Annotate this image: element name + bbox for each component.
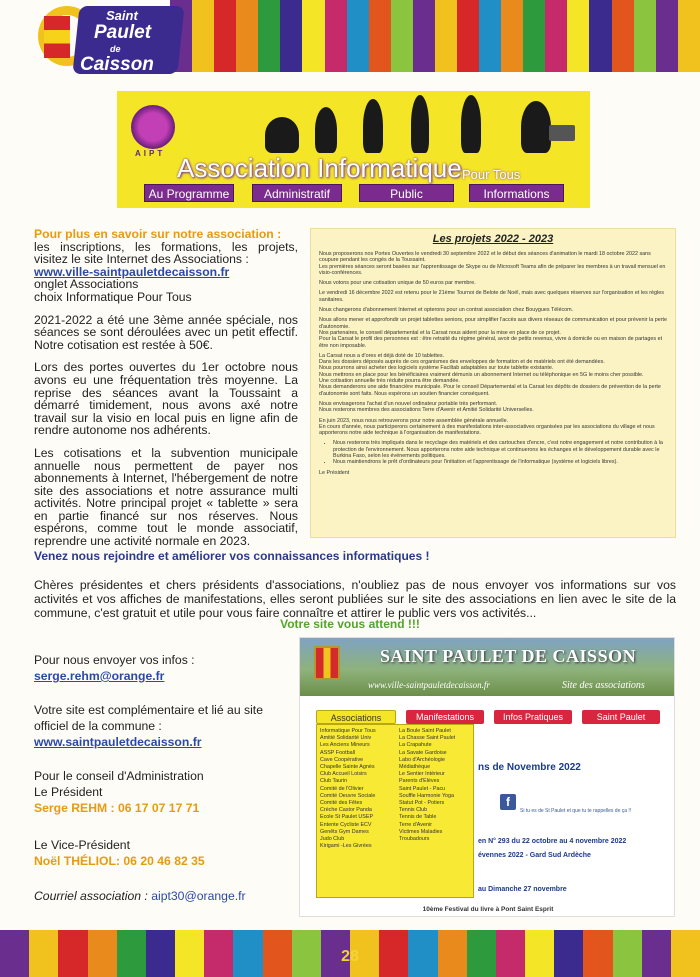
laptop-icon bbox=[549, 125, 575, 141]
projects-box bbox=[310, 228, 676, 538]
commune-url-link[interactable]: www.saintpauletdecaisson.fr bbox=[34, 735, 202, 749]
dropdown-item[interactable]: Entente Cycliste ECV bbox=[320, 821, 372, 828]
dropdown-item[interactable]: Saint Paulet - Pacu bbox=[399, 785, 446, 792]
contact-board-block bbox=[34, 768, 294, 816]
site-subtitle: Site des associations bbox=[562, 680, 645, 691]
color-stripe bbox=[204, 930, 233, 977]
dropdown-item[interactable]: Crèche Castor Panda bbox=[320, 807, 372, 814]
contact-send-block bbox=[34, 652, 294, 684]
contact-complement-block bbox=[34, 702, 294, 750]
courriel-label: Courriel association : bbox=[34, 889, 148, 903]
paragraph-cotisations: Les cotisations et la subvention municipale annuelle nous permettent de payer nos abonnements à Internet, l'hébergement de notre site des associations et notre assurance multi activités. Notre principal projet « tablette » sera en partie financé sur nos réserves. Nous espérons, comme tout le monde associatif, reprendre une activité normale en 2023. bbox=[34, 445, 298, 549]
color-stripe bbox=[634, 0, 656, 72]
vp-label: Le Vice-Président bbox=[34, 838, 130, 852]
site-news-3: évennes 2022 - Gard Sud Ardèche bbox=[478, 852, 591, 859]
proj-p6c: Nous pourrons ainsi acheter des logiciels système Faciltab adaptables sur toute tablette existante. bbox=[319, 365, 554, 372]
complement-text: Votre site est complémentaire et lié au site officiel de la commune : bbox=[34, 703, 263, 733]
color-stripe bbox=[292, 930, 321, 977]
evolution-figure-6-icon bbox=[521, 101, 551, 153]
color-stripe bbox=[479, 0, 501, 72]
color-stripe bbox=[117, 930, 146, 977]
logo-line-1: Saint bbox=[106, 8, 138, 23]
color-stripe bbox=[435, 0, 457, 72]
contact-vp-block bbox=[34, 837, 294, 869]
proj-p5b: Nos partenaires, le conseil départemental et la Carsat nous aident pour la mise en place de ce projet. bbox=[319, 329, 561, 336]
site-tab-infos-pratiques[interactable]: Infos Pratiques bbox=[494, 710, 572, 724]
color-stripe bbox=[391, 0, 413, 72]
dropdown-item[interactable]: Troubadours bbox=[399, 836, 430, 843]
color-stripe bbox=[233, 930, 262, 977]
dropdown-col-1 bbox=[320, 728, 376, 850]
send-email-link[interactable]: serge.rehm@orange.fr bbox=[34, 669, 165, 683]
color-stripe bbox=[379, 930, 408, 977]
associations-dropdown bbox=[316, 724, 474, 898]
proj-p4: Nous changerons d'abonnement Internet et opterons pour un contrat association chez Bouygues Télécom. bbox=[319, 307, 574, 314]
color-stripe bbox=[496, 930, 525, 977]
color-stripe bbox=[58, 930, 87, 977]
projects-title: Les projets 2022 - 2023 bbox=[432, 233, 554, 245]
color-stripe bbox=[347, 0, 369, 72]
evolution-figure-2-icon bbox=[315, 107, 337, 153]
color-stripe bbox=[612, 0, 634, 72]
info-intro: les inscriptions, les formations, les projets, visitez le site Internet des Associations : bbox=[34, 239, 298, 267]
color-stripe bbox=[214, 0, 236, 72]
proj-p1: Nous proposerons nos Portes Ouvertes le vendredi 30 septembre 2022 et le début des séances d'animation le mardi 18 octobre 2022 sans coupure pendant les congés de la Toussaint. bbox=[319, 251, 651, 264]
color-stripe bbox=[408, 930, 437, 977]
evolution-figure-5-icon bbox=[461, 95, 481, 153]
dropdown-item[interactable]: Chapelle Sainte Agnès bbox=[320, 764, 375, 771]
proj-p8b: En cours d'année, nous participerons certainement à des manifestations inter-associatives organisées par les associations du village et nous apporterons notre aide technique à l'organisation de manifestations. bbox=[319, 423, 655, 437]
dropdown-item[interactable]: Les Anciens Mineurs bbox=[320, 742, 370, 749]
color-stripe bbox=[656, 0, 678, 72]
proj-p1b: Les premières séances seront basées sur l'apprentissage de Skype ou de Microsoft Teams afin de préparer les membres à un travail mensuel en visio-conférences. bbox=[319, 263, 666, 276]
color-stripe bbox=[236, 0, 258, 72]
color-stripe bbox=[642, 930, 671, 977]
evolution-figure-4-icon bbox=[411, 95, 429, 153]
dropdown-item[interactable]: Genêts Gym Dames bbox=[320, 828, 369, 835]
left-column bbox=[34, 228, 298, 558]
aipt-logo-icon bbox=[131, 105, 175, 149]
color-stripe bbox=[501, 0, 523, 72]
color-stripe bbox=[523, 0, 545, 72]
site-tab-manifestations[interactable]: Manifestations bbox=[406, 710, 484, 724]
dropdown-item[interactable]: Ecole St Paulet USEP bbox=[320, 814, 374, 821]
dropdown-item[interactable]: Souffle Harmonie Yoga bbox=[399, 792, 455, 799]
dropdown-item[interactable]: Informatique Pour Tous bbox=[320, 728, 376, 734]
color-stripe bbox=[457, 0, 479, 72]
dropdown-item[interactable]: Comité Oeuvre Sociale bbox=[320, 792, 376, 799]
dropdown-item[interactable]: Comité des Fêtes bbox=[320, 800, 363, 807]
page-number: 28 bbox=[341, 948, 359, 965]
dropdown-col-2 bbox=[399, 728, 455, 843]
proj-p3: Le vendredi 16 décembre 2022 est retenu pour le 21ème Tournoi de Belote de Noël, mais avec quelques réserves sur l'organisation et les règles sanitaires. bbox=[319, 290, 664, 303]
site-url[interactable]: www.ville-saintpauletdecaisson.fr bbox=[368, 680, 490, 690]
proj-sign: Le Président bbox=[319, 469, 350, 476]
site-attend-text: Votre site vous attend !!! bbox=[280, 617, 420, 631]
facebook-icon[interactable]: f bbox=[500, 794, 516, 810]
nav-public[interactable]: Public bbox=[359, 184, 454, 202]
dropdown-item[interactable]: Labo d'Archéologie bbox=[399, 756, 445, 763]
president-contact: Serge REHM : 06 17 07 17 71 bbox=[34, 801, 200, 815]
logo-flag-icon bbox=[44, 16, 70, 58]
site-tab-saint-paulet[interactable]: Saint Paulet bbox=[582, 710, 660, 724]
dropdown-item[interactable]: Comité de l'Olivier bbox=[320, 785, 364, 792]
dropdown-item[interactable]: Amitié Solidarité Univ bbox=[320, 735, 372, 742]
color-stripe bbox=[192, 0, 214, 72]
site-news-title: ns de Novembre 2022 bbox=[478, 762, 581, 773]
color-stripe bbox=[175, 930, 204, 977]
board-label: Pour le conseil d'Administration bbox=[34, 769, 204, 783]
proj-p7b: Nous resterons membres des associations Terre d'Avenir et Amitié Solidarité Universelles. bbox=[319, 407, 534, 414]
aipt-logo-text: AIPT bbox=[135, 149, 166, 158]
president-label: Le Président bbox=[34, 785, 103, 799]
nav-administratif[interactable]: Administratif bbox=[252, 184, 342, 202]
dropdown-item[interactable]: Victimes Maladies bbox=[399, 828, 443, 835]
saint-paulet-logo bbox=[38, 0, 168, 80]
proj-bullet-2: • Nous maintiendrons le prêt d'ordinateurs pour l'initiation et l'apprentissage de l'informatique (système et logiciels libres). bbox=[333, 459, 667, 465]
dropdown-item[interactable]: La Boule Saint Paulet bbox=[399, 728, 451, 734]
site-tab-associations[interactable]: Associations bbox=[316, 710, 396, 724]
color-stripe bbox=[0, 930, 29, 977]
color-stripe bbox=[146, 930, 175, 977]
dropdown-item[interactable]: Terre d'Avenir bbox=[399, 821, 432, 828]
paragraph-2021: 2021-2022 a été une 3ème année spéciale, nos séances se sont déroulées avec un petit effectif. Notre cotisation est restée à 50€. bbox=[34, 312, 298, 352]
facebook-text[interactable]: Si tu es de St Paulet et que tu te rappelles de ça !! bbox=[520, 808, 632, 814]
proj-p5c: Pour la Carsat le profil des personnes est : être retraité du régime général, avoir de petits revenus, vivre à domicile ou en maison de partages et être non imposable. bbox=[319, 336, 663, 349]
dropdown-item[interactable]: Médiathèque bbox=[399, 764, 431, 771]
proj-p6e: Une cotisation annuelle très réduite pourra être demandée. bbox=[319, 378, 460, 385]
nav-informations[interactable]: Informations bbox=[469, 184, 564, 202]
color-stripe bbox=[567, 0, 589, 72]
color-stripe bbox=[413, 0, 435, 72]
color-stripe bbox=[438, 930, 467, 977]
color-stripe bbox=[325, 0, 347, 72]
banner-title: Association Informatique bbox=[177, 153, 462, 183]
proj-bullet-1: • Nous resterons très impliqués dans le recyclage des matériels et des cartouches d'encre, c'est notre engagement et notre contribution à la protection de l'environnement. Nous apporterons notre aide technique et continuerons les échanges et le développement durable avec le Burkina Faso, selon les événements politiques. bbox=[333, 440, 667, 459]
color-stripe bbox=[545, 0, 567, 72]
dropdown-item[interactable]: La Chasse Saint Paulet bbox=[399, 735, 456, 742]
dropdown-item[interactable]: Cave Coopérative bbox=[320, 756, 364, 763]
color-stripe bbox=[554, 930, 583, 977]
proj-p6d: Nous mettrons en place pour les bénéficiaires vraiment démunis un abonnement Internet ou téléphonique en 5G le moins cher possible. bbox=[319, 371, 644, 378]
dropdown-item[interactable]: La Savate Gardoise bbox=[399, 749, 447, 756]
website-screenshot bbox=[299, 637, 675, 917]
logo-line-3: de bbox=[110, 44, 121, 54]
color-stripe bbox=[589, 0, 611, 72]
dropdown-item[interactable]: Statut Pot - Potiers bbox=[399, 800, 445, 807]
dropdown-item[interactable]: Club Taurin bbox=[320, 778, 348, 785]
dropdown-item[interactable]: Parents d'Élèves bbox=[399, 778, 440, 785]
color-stripe bbox=[258, 0, 280, 72]
color-stripe bbox=[29, 930, 58, 977]
dropdown-item[interactable]: Tennis Club bbox=[399, 807, 428, 814]
dropdown-item[interactable]: Tennis de Table bbox=[399, 814, 437, 821]
color-stripe bbox=[678, 0, 700, 72]
color-stripe bbox=[467, 930, 496, 977]
dropdown-item[interactable]: Kirigami -Les Givrées bbox=[320, 843, 372, 850]
color-stripe bbox=[280, 0, 302, 72]
dropdown-item[interactable]: Le Sentier Intérieur bbox=[399, 771, 445, 778]
proj-p7: Nous envisagerons l'achat d'un nouvel ordinateur portable très performant. bbox=[319, 400, 498, 407]
color-stripe bbox=[671, 930, 700, 977]
color-stripe bbox=[263, 930, 292, 977]
logo-line-4: Caisson bbox=[80, 54, 154, 75]
site-news-2: en N° 293 du 22 octobre au 4 novembre 2022 bbox=[478, 838, 627, 845]
courriel-email-link[interactable]: aipt30@orange.fr bbox=[151, 889, 246, 903]
info-choix: choix Informatique Pour Tous bbox=[34, 289, 192, 304]
proj-p8: En juin 2023, nous nous retrouverons pour notre assemblée générale annuelle. bbox=[319, 417, 509, 424]
presidents-paragraph: Chères présidentes et chers présidents d'associations, n'oubliez pas de nous envoyer vos informations sur vos activités et vos affiches de manifestations, elles seront publiées sur le site des associations en lien avec le site de la commune, c'est gratuit et utile pour vous faire connaître et attirer le public vers vos activités... bbox=[34, 578, 676, 620]
site-footer-text: 10ème Festival du livre à Pont Saint Esprit bbox=[422, 906, 554, 913]
proj-p6b: Dans les dossiers déposés auprès de ces organismes des enveloppes de formation et de matériels ont été demandées. bbox=[319, 359, 605, 366]
color-stripe bbox=[583, 930, 612, 977]
dropdown-item[interactable]: La Crapahute bbox=[399, 742, 432, 749]
color-stripe bbox=[88, 930, 117, 977]
evolution-figure-3-icon bbox=[363, 99, 383, 153]
proj-p5: Nous allons mener et approfondir un projet tablettes seniors, pour simplifier l'accès aux divers réseaux de communication et pour prévenir la perte d'autonomie. bbox=[319, 317, 668, 330]
color-stripe bbox=[525, 930, 554, 977]
dropdown-item[interactable]: ASSP Football bbox=[320, 749, 355, 756]
vp-contact: Noël THÉLIOL: 06 20 46 82 35 bbox=[34, 854, 205, 868]
proj-p6f: Nous demanderons une aide financière municipale. Pour le conseil Départemental et la Carsat les dépôts de dossiers de prévention de la perte d'autonomie sont faits. Nous espérons un soutien financier conséquent. bbox=[319, 384, 661, 397]
aipt-banner bbox=[117, 91, 590, 208]
info-onglet: onglet Associations bbox=[34, 277, 139, 292]
dropdown-item[interactable]: Judo Club bbox=[320, 836, 345, 843]
join-headline: Venez nous rejoindre et améliorer vos connaissances informatiques ! bbox=[34, 549, 430, 563]
paragraph-portes-ouvertes: Lors des portes ouvertes du 1er octobre nous avons eu une fréquentation très moyenne. La reprise des séances avant la Toussaint a démarré timidement, nous avons axé notre travail sur la visio en local puis en ligne afin de rendre autonome nos adhérents. bbox=[34, 360, 298, 438]
color-stripe bbox=[613, 930, 642, 977]
info-heading: Pour plus en savoir sur notre association : bbox=[34, 227, 282, 241]
proj-p2: Nous votons pour une cotisation unique de 50 euros par membre. bbox=[319, 280, 476, 287]
contact-courriel-block bbox=[34, 888, 294, 904]
site-title: SAINT PAULET DE CAISSON bbox=[380, 646, 637, 666]
send-label: Pour nous envoyer vos infos : bbox=[34, 653, 195, 667]
evolution-figure-1-icon bbox=[265, 117, 299, 153]
site-crest-icon bbox=[314, 646, 340, 680]
dropdown-item[interactable]: Club Accueil Loisirs bbox=[320, 771, 367, 778]
proj-p6: La Carsat nous a d'ores et déjà doté de 10 tablettes. bbox=[319, 352, 445, 359]
logo-line-2: Paulet bbox=[94, 22, 152, 43]
color-stripe bbox=[302, 0, 324, 72]
banner-subtitle: Pour Tous bbox=[462, 167, 521, 182]
color-stripe bbox=[369, 0, 391, 72]
associations-site-link[interactable]: www.ville-saintpauletdecaisson.fr bbox=[34, 264, 230, 279]
nav-au-programme[interactable]: Au Programme bbox=[144, 184, 234, 202]
site-news-4: au Dimanche 27 novembre bbox=[478, 886, 567, 893]
